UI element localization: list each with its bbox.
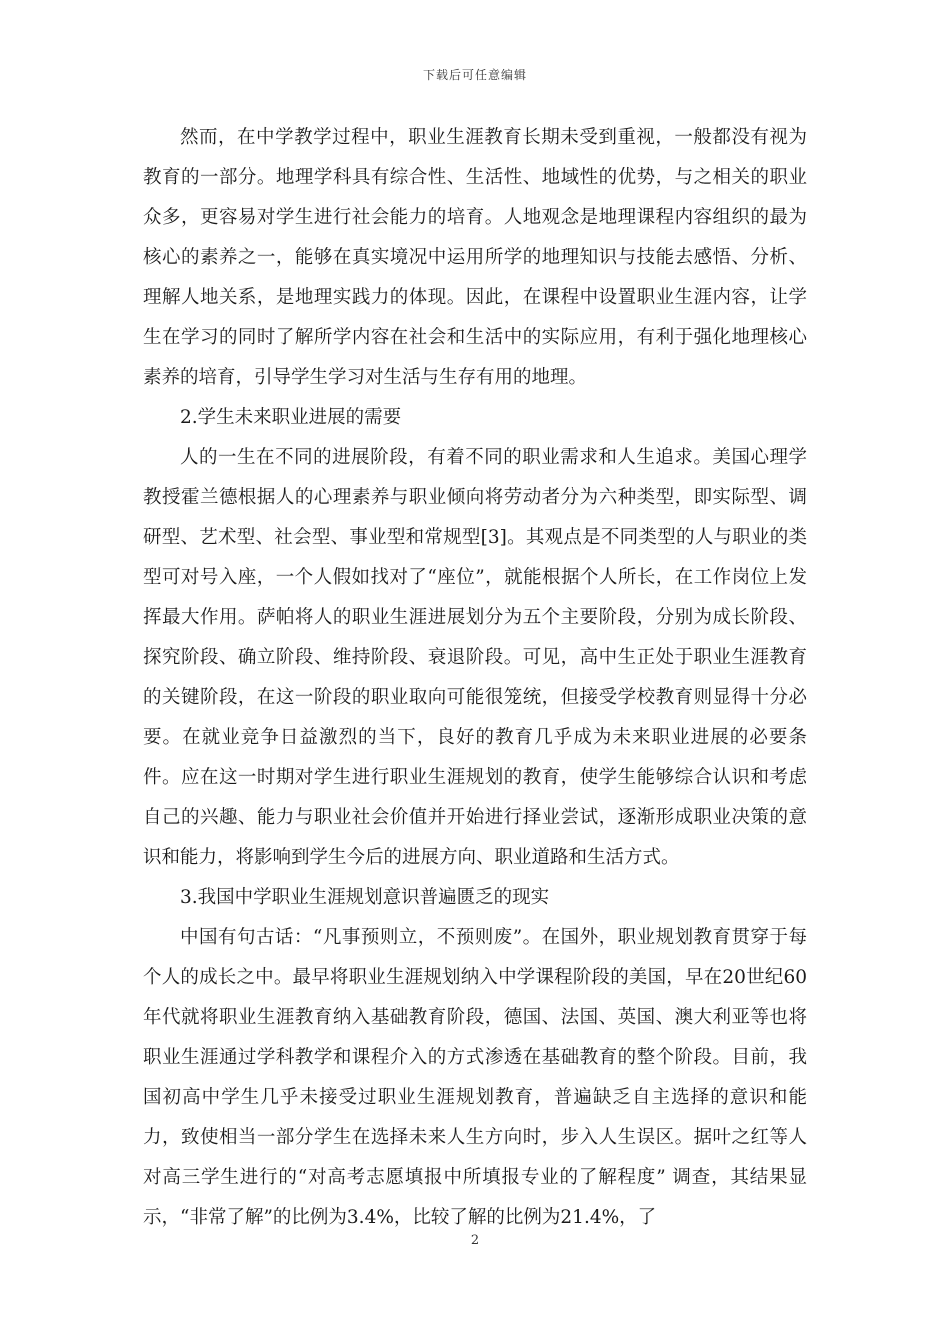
paragraph-career-development-stages: 人的一生在不同的进展阶段，有着不同的职业需求和人生追求。美国心理学教授霍兰德根据人的心理素养与职业倾向将劳动者分为六种类型，即实际型、调研型、艺术型、社会型、事业型和常规型[3]。其观点是不同类型的人与职业的类型可对号入座，一个人假如找对了“座位”，就能根据个人所长，在工作岗位上发挥最大作用。萨帕将人的职业生涯进展划分为五个主要阶段，分别为成长阶段、探究阶段、确立阶段、维持阶段、衰退阶段。可见，高中生正处于职业生涯教育的关键阶段，在这一阶段的职业取向可能很笼统，但接受学校教育则显得十分必要。在就业竞争日益激烈的当下，良好的教育几乎成为未来职业进展的必要条件。应在这一时期对学生进行职业生涯规划的教育，使学生能够综合认识和考虑自己的兴趣、能力与职业社会价值并开始进行择业尝试，逐渐形成职业决策的意识和能力，将影响到学生今后的进展方向、职业道路和生活方式。 [143, 447, 807, 868]
document-body [143, 118, 807, 1238]
section-heading-student-career-needs: 2.学生未来职业进展的需要 [180, 407, 402, 428]
page-header: 下载后可任意编辑 [422, 68, 527, 82]
section-heading-lack-of-planning-awareness: 3.我国中学职业生涯规划意识普遍匮乏的现实 [180, 887, 550, 908]
page-number: 2 [470, 1233, 480, 1248]
paragraph-international-comparison: 中国有句古话：“凡事预则立，不预则废”。在国外，职业规划教育贯穿于每个人的成长之中。最早将职业生涯规划纳入中学课程阶段的美国，早在20世纪60年代就将职业生涯教育纳入基础教育阶段，德国、法国、英国、澳大利亚等也将职业生涯通过学科教学和课程介入的方式渗透在基础教育的整个阶段。目前，我国初高中学生几乎未接受过职业生涯规划教育，普遍缺乏自主选择的意识和能力，致使相当一部分学生在选择未来人生方向时，步入人生误区。据叶之红等人对高三学生进行的“对高考志愿填报中所填报专业的了解程度” 调查，其结果显示，“非常了解”的比例为3.4%，比较了解的比例为21.4%，了 [143, 927, 807, 1228]
paragraph-career-education-neglect: 然而，在中学教学过程中，职业生涯教育长期未受到重视，一般都没有视为教育的一部分。地理学科具有综合性、生活性、地域性的优势，与之相关的职业众多，更容易对学生进行社会能力的培育。人地观念是地理课程内容组织的最为核心的素养之一，能够在真实境况中运用所学的地理知识与技能去感悟、分析、理解人地关系，是地理实践力的体现。因此，在课程中设置职业生涯内容，让学生在学习的同时了解所学内容在社会和生活中的实际应用，有利于强化地理核心素养的培育，引导学生学习对生活与生存有用的地理。 [143, 127, 807, 388]
